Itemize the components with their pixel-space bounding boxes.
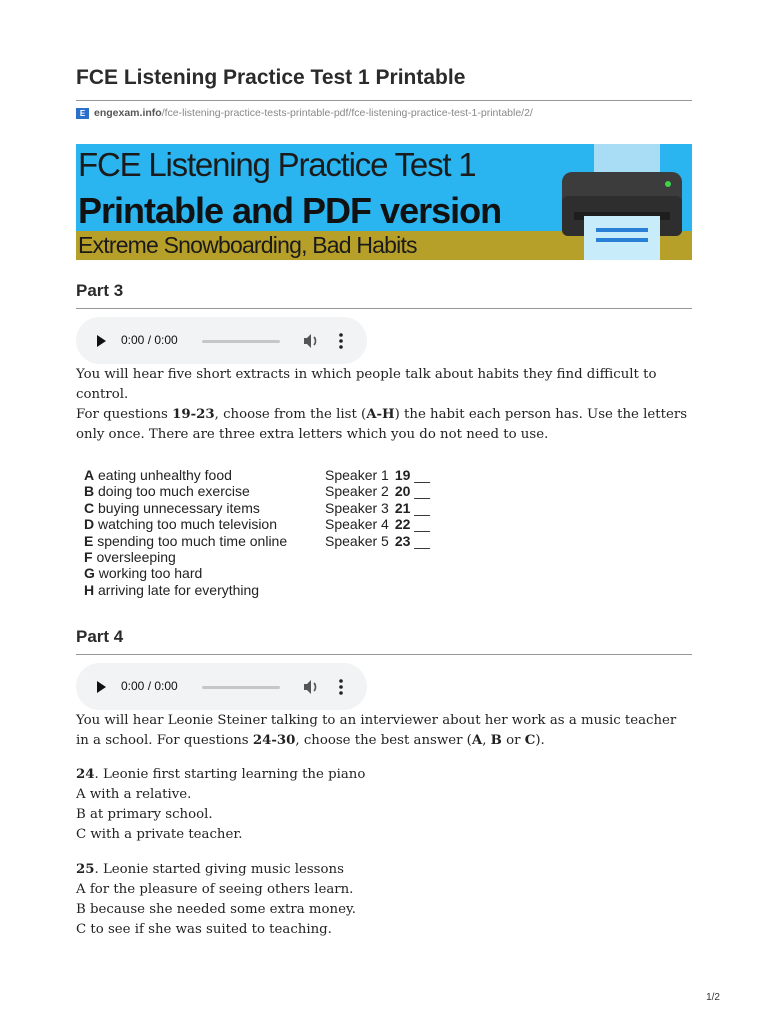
title-divider <box>76 100 692 101</box>
speaker-row: Speaker 1 19 __ <box>325 467 430 483</box>
list-item: B doing too much exercise <box>84 483 250 500</box>
volume-icon[interactable] <box>302 332 320 350</box>
speaker-answer-list <box>325 467 430 549</box>
list-item: A eating unhealthy food <box>84 467 232 483</box>
audio-time: 0:00 / 0:00 <box>121 679 178 693</box>
answer-option: C to see if she was suited to teaching. <box>76 922 332 937</box>
list-item: E spending too much time online <box>84 532 288 549</box>
source-link[interactable] <box>76 107 533 119</box>
list-item: F oversleeping <box>84 548 176 565</box>
part3-audio-player[interactable] <box>76 317 367 364</box>
answer-option: B at primary school. <box>76 807 213 822</box>
banner-subtitle: Printable and PDF version <box>78 190 502 231</box>
play-icon[interactable] <box>97 681 106 693</box>
audio-progress-slider[interactable] <box>202 686 280 689</box>
answer-option: A with a relative. <box>76 787 192 802</box>
more-options-icon[interactable] <box>338 332 344 350</box>
list-item: G working too hard <box>84 565 203 582</box>
page-title: FCE Listening Practice Test 1 Printable <box>76 66 466 89</box>
list-item: C buying unnecessary items <box>84 499 260 516</box>
more-options-icon[interactable] <box>338 678 344 696</box>
audio-time: 0:00 / 0:00 <box>121 333 178 347</box>
play-icon[interactable] <box>97 335 106 347</box>
part3-heading: Part 3 <box>76 281 124 300</box>
part4-divider <box>76 654 692 655</box>
part4-heading: Part 4 <box>76 627 124 646</box>
part3-divider <box>76 308 692 309</box>
answer-option: A for the pleasure of seeing others learn. <box>76 882 354 897</box>
banner-topics: Extreme Snowboarding, Bad Habits <box>78 232 417 258</box>
volume-icon[interactable] <box>302 678 320 696</box>
question-stem: 25. Leonie started giving music lessons <box>76 862 344 877</box>
banner-title: FCE Listening Practice Test 1 <box>78 146 476 183</box>
question-stem: 24. Leonie first starting learning the piano <box>76 767 366 782</box>
source-domain[interactable]: engexam.info <box>94 107 162 119</box>
speaker-row: Speaker 3 21 __ <box>325 499 430 516</box>
answer-option: C with a private teacher. <box>76 827 243 842</box>
site-favicon-icon: E <box>76 108 89 119</box>
answer-option: B because she needed some extra money. <box>76 902 356 917</box>
habit-options-list <box>84 467 287 598</box>
header-banner-image <box>76 144 692 260</box>
part3-instructions: For questions 19-23, choose from the list (A-H) the habit each person has. Use the letters only once. There are three extra letters which you do not need to use. <box>76 407 688 442</box>
speaker-row: Speaker 2 20 __ <box>325 483 430 500</box>
part3-intro: You will hear five short extracts in which people talk about habits they find difficult to control. <box>76 367 657 402</box>
printer-icon <box>560 144 692 260</box>
page-number: 1/2 <box>706 992 720 1003</box>
list-item: H arriving late for everything <box>84 581 260 598</box>
part4-intro: You will hear Leonie Steiner talking to an interviewer about her work as a music teacher in a school. For questions 24-30, choose the best answer (A, B or C). <box>76 713 677 748</box>
speaker-row: Speaker 4 22 __ <box>325 516 430 533</box>
part4-audio-player[interactable] <box>76 663 367 710</box>
question-25 <box>76 860 692 940</box>
audio-progress-slider[interactable] <box>202 340 280 343</box>
speaker-row: Speaker 5 23 __ <box>325 532 430 549</box>
question-24 <box>76 765 692 845</box>
list-item: D watching too much television <box>84 516 278 533</box>
source-path[interactable]: /fce-listening-practice-tests-printable-pdf/fce-listening-practice-test-1-printable/2/ <box>161 107 533 119</box>
